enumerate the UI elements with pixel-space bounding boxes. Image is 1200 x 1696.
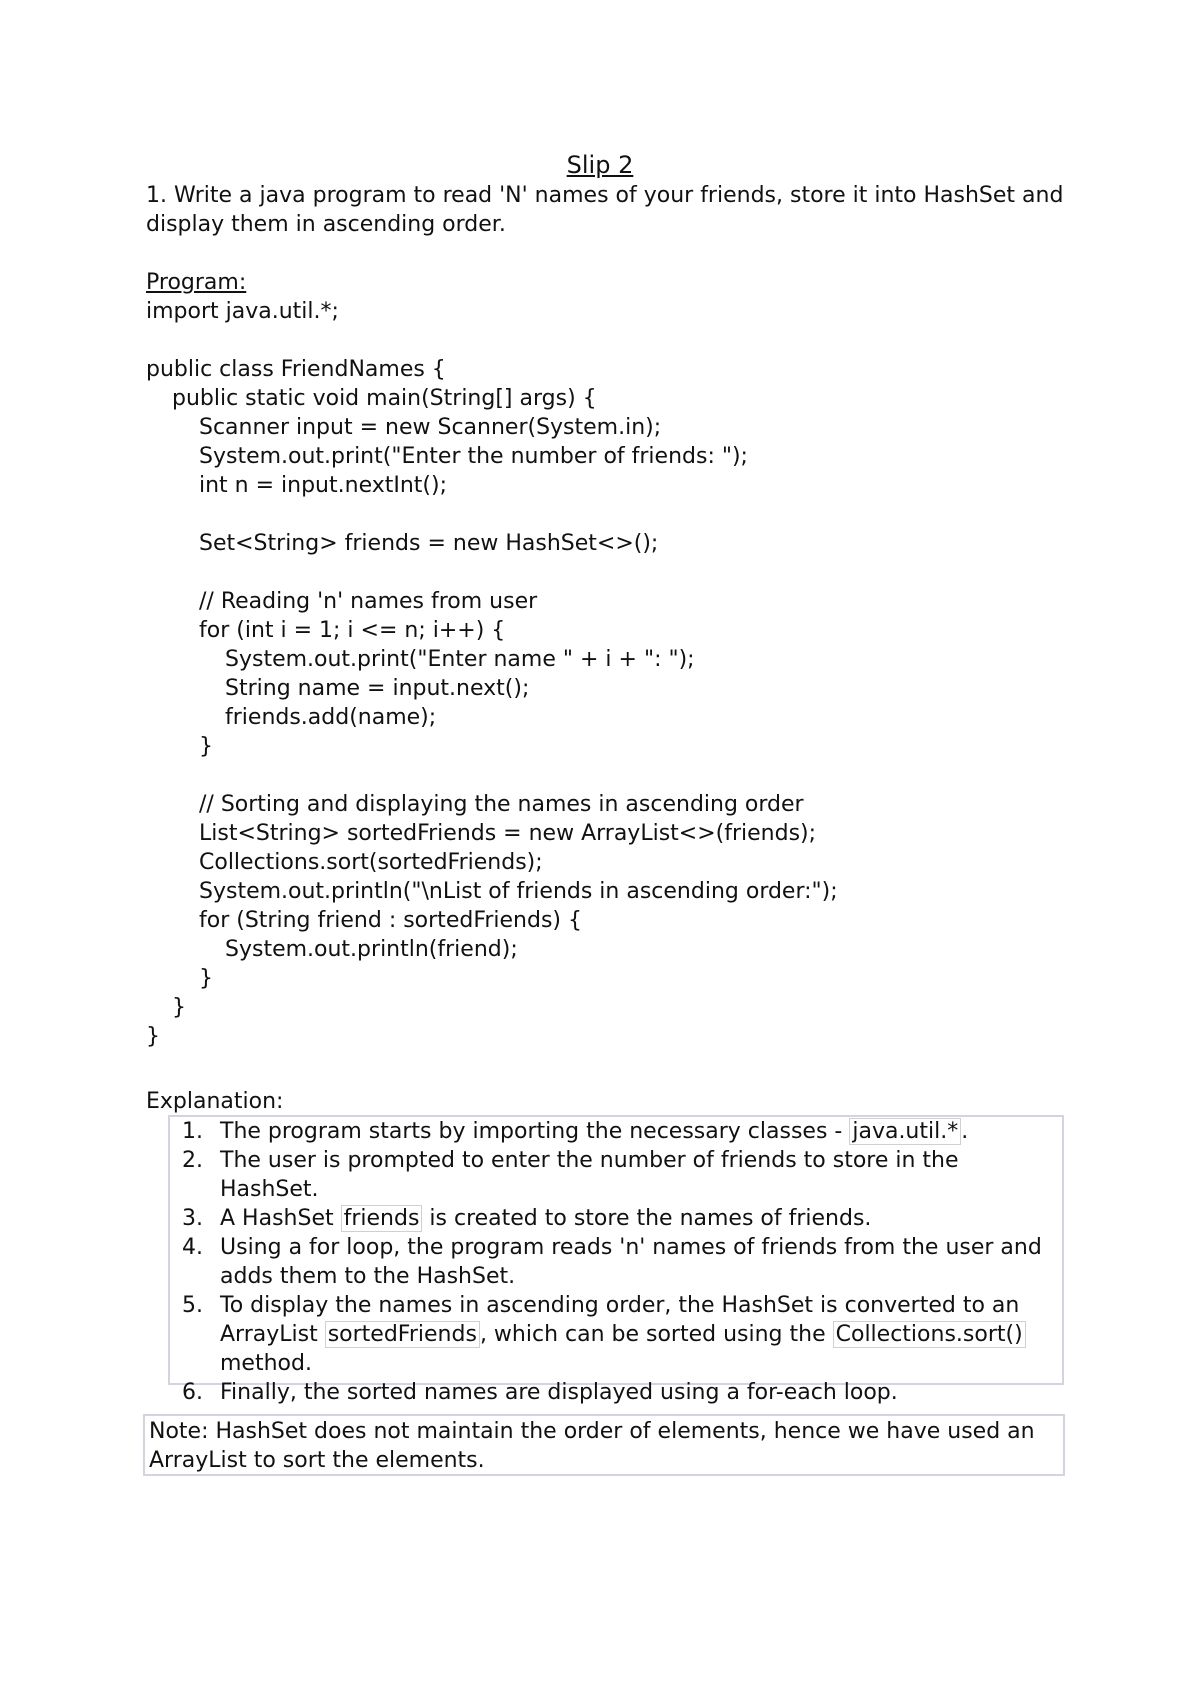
code-block (146, 297, 1046, 1051)
note-box: Note: HashSet does not maintain the order of elements, hence we have used an ArrayList to sort the elements. (143, 1414, 1065, 1476)
explanation-item (182, 1378, 1062, 1407)
code-line: Scanner input = new Scanner(System.in); (199, 415, 662, 440)
explanation-text: A HashSet (220, 1206, 341, 1231)
code-line: } (199, 966, 213, 991)
explanation-item-number: 6. (182, 1380, 203, 1405)
question-text: 1. Write a java program to read 'N' names of your friends, store it into HashSet and display them in ascending order. (146, 183, 1064, 237)
code-line: List<String> sortedFriends = new ArrayList<>(friends); (199, 821, 817, 846)
code-line: public static void main(String[] args) { (172, 386, 597, 411)
explanation-text: The program starts by importing the necessary classes - (220, 1119, 850, 1144)
code-line (146, 761, 1046, 790)
explanation-item (182, 1117, 1062, 1146)
explanation-item-number: 4. (182, 1235, 203, 1260)
slip-title: Slip 2 (566, 151, 634, 179)
explanation-text: . (961, 1119, 969, 1144)
code-line: friends.add(name); (225, 705, 437, 730)
explanation-item (182, 1146, 1062, 1204)
code-line: // Sorting and displaying the names in ascending order (199, 792, 804, 817)
explanation-text: The user is prompted to enter the number of friends to store in the HashSet. (220, 1148, 959, 1202)
explanation-text: Using a for loop, the program reads 'n' names of friends from the user and adds them to the HashSet. (220, 1235, 1042, 1289)
inline-code: friends (341, 1205, 423, 1232)
explanation-text: method. (220, 1351, 312, 1376)
code-line: // Reading 'n' names from user (199, 589, 538, 614)
code-line: public class FriendNames { (146, 357, 446, 382)
code-line: System.out.print("Enter name " + i + ": "); (225, 647, 695, 672)
code-line: } (199, 734, 213, 759)
explanation-text: Finally, the sorted names are displayed using a for-each loop. (220, 1380, 898, 1405)
code-line: int n = input.nextInt(); (199, 473, 447, 498)
explanation-item-number: 2. (182, 1148, 203, 1173)
explanation-text: To display the names in ascending order, the HashSet is converted to an ArrayList (220, 1293, 1020, 1347)
code-line (146, 500, 1046, 529)
explanation-text: , which can be sorted using the (479, 1322, 833, 1347)
explanation-text: is created to store the names of friends. (422, 1206, 872, 1231)
inline-code: Collections.sort() (833, 1321, 1026, 1348)
code-line: String name = input.next(); (225, 676, 530, 701)
code-line: System.out.println(friend); (225, 937, 518, 962)
code-line: } (172, 995, 186, 1020)
code-line: for (String friend : sortedFriends) { (199, 908, 583, 933)
code-line (146, 558, 1046, 587)
explanation-item (182, 1204, 1062, 1233)
explanation-item-number: 3. (182, 1206, 203, 1231)
code-line: Collections.sort(sortedFriends); (199, 850, 543, 875)
inline-code: sortedFriends (325, 1321, 480, 1348)
code-line: System.out.println("\nList of friends in ascending order:"); (199, 879, 838, 904)
code-line: } (146, 1024, 160, 1049)
code-line: Set<String> friends = new HashSet<>(); (199, 531, 659, 556)
code-line: import java.util.*; (146, 299, 339, 324)
explanation-item-number: 1. (182, 1119, 203, 1144)
explanation-item (182, 1233, 1062, 1291)
code-line (146, 326, 1046, 355)
explanation-item-number: 5. (182, 1293, 203, 1318)
code-line: for (int i = 1; i <= n; i++) { (199, 618, 506, 643)
explanation-list (182, 1117, 1062, 1407)
explanation-label: Explanation: (146, 1089, 284, 1114)
explanation-item (182, 1291, 1062, 1378)
inline-code: java.util.* (849, 1118, 961, 1145)
code-line: System.out.print("Enter the number of friends: "); (199, 444, 748, 469)
program-label: Program: (146, 270, 247, 295)
